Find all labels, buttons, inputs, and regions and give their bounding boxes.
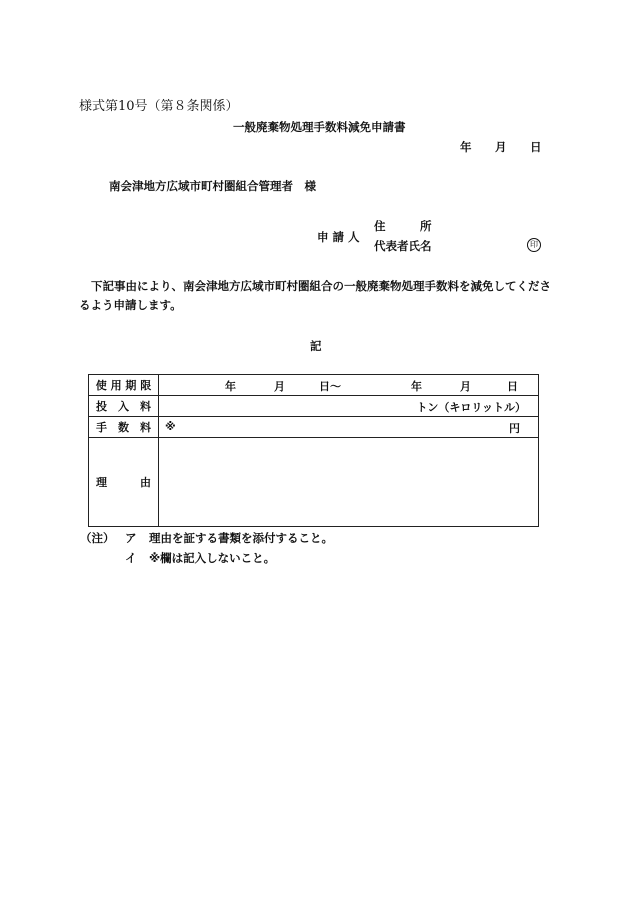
address-label: 住 所 xyxy=(374,219,432,233)
document-title: 一般廃棄物処理手数料減免申請書 xyxy=(233,120,406,134)
notes-prefix: （注） xyxy=(80,531,115,545)
period-row xyxy=(89,375,539,396)
fee-unit: 円 xyxy=(509,422,520,435)
date-month: 月 xyxy=(495,140,507,154)
period-label: 使 用 期 限 xyxy=(89,375,159,396)
fee-mark: ※ xyxy=(165,420,176,433)
representative-name-label: 代表者氏名 xyxy=(374,239,432,253)
amount-field[interactable] xyxy=(159,396,539,417)
period-end-month: 月 xyxy=(460,380,471,393)
body-text-line1: 下記事由により、南会津地方広域市町村圏組合の一般廃棄物処理手数料を減免してくださ xyxy=(91,279,551,293)
fee-row xyxy=(89,417,539,438)
application-table xyxy=(88,374,539,527)
amount-unit: トン（キロリットル） xyxy=(416,401,526,414)
period-field[interactable] xyxy=(159,375,539,396)
period-end-day: 日 xyxy=(507,380,518,393)
note-a-text: 理由を証する書類を添付すること。 xyxy=(149,531,333,545)
period-start-year: 年 xyxy=(225,380,236,393)
reason-row xyxy=(89,438,539,527)
fee-field xyxy=(159,417,539,438)
form-number: 様式第10号（第８条関係） xyxy=(79,99,239,114)
period-start-month: 月 xyxy=(274,380,285,393)
note-a-mark: ア xyxy=(125,531,137,545)
amount-row xyxy=(89,396,539,417)
ki-heading: 記 xyxy=(310,339,322,353)
seal-mark: 印 xyxy=(527,238,541,252)
amount-label: 投 入 料 xyxy=(89,396,159,417)
body-text-line2: るよう申請します。 xyxy=(79,298,182,312)
applicant-label: 申 請 人 xyxy=(317,230,360,244)
period-end-year: 年 xyxy=(411,380,422,393)
reason-field[interactable] xyxy=(159,438,539,527)
note-b-text: ※欄は記入しないこと。 xyxy=(149,551,276,565)
period-start-day: 日～ xyxy=(319,380,341,393)
date-year: 年 xyxy=(460,140,472,154)
addressee: 南会津地方広域市町村圏組合管理者 様 xyxy=(109,179,316,193)
reason-label: 理 由 xyxy=(89,438,159,527)
note-b-mark: イ xyxy=(125,551,137,565)
date-day: 日 xyxy=(530,140,542,154)
fee-label: 手 数 料 xyxy=(89,417,159,438)
